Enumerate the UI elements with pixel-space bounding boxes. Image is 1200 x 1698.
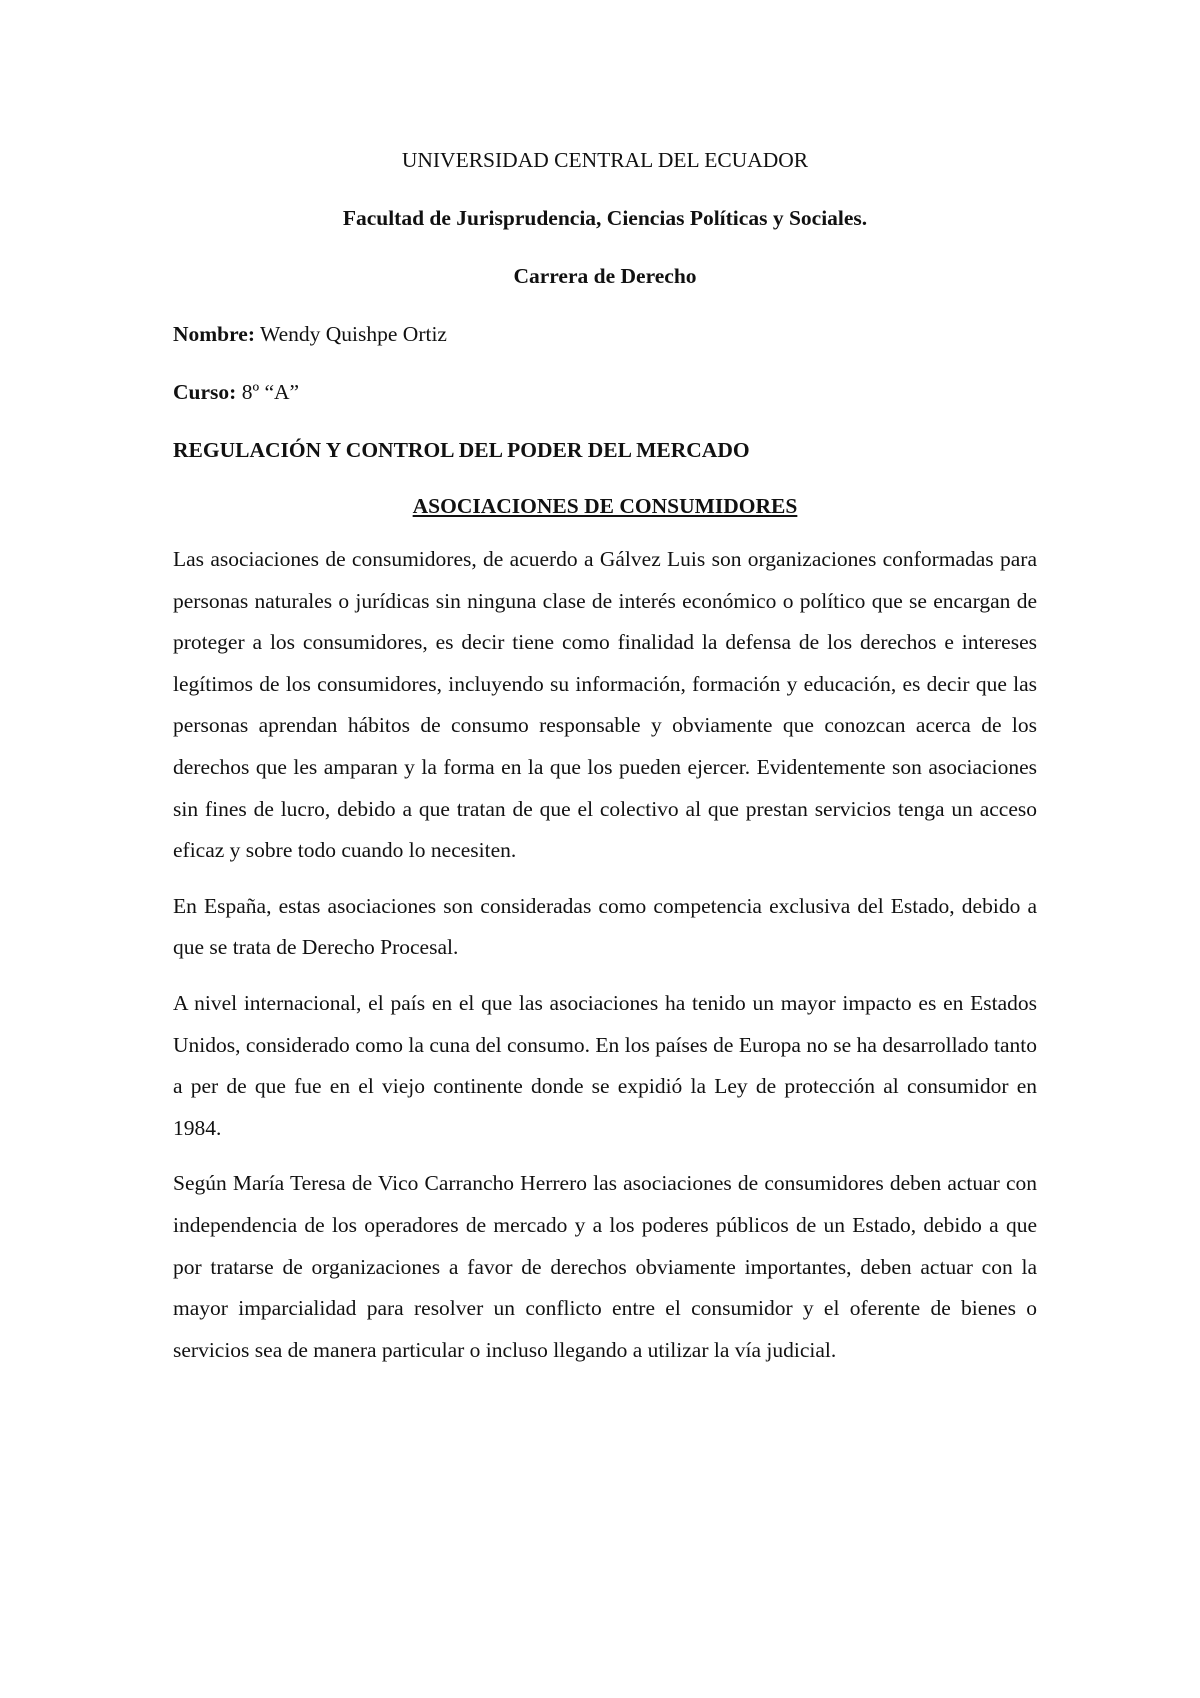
- student-name-label: Nombre:: [173, 322, 256, 346]
- body-paragraph: Las asociaciones de consumidores, de acuerdo a Gálvez Luis son organizaciones conformadas para personas naturales o jurídicas sin ninguna clase de interés económico o político que se encargan de proteger a los consumidores, es decir tiene como finalidad la defensa de los derechos e intereses legítimos de los consumidores, incluyendo su información, formación y educación, es decir que las personas aprendan hábitos de consumo responsable y obviamente que conozcan acerca de los derechos que les amparan y la forma en la que los pueden ejercer. Evidentemente son asociaciones sin fines de lucro, debido a que tratan de que el colectivo al que prestan servicios tenga un acceso eficaz y sobre todo cuando lo necesiten.: [173, 547, 1037, 863]
- student-course-line: [173, 372, 1037, 430]
- student-course-label: Curso:: [173, 380, 237, 404]
- section-title: REGULACIÓN Y CONTROL DEL PODER DEL MERCADO: [173, 438, 750, 462]
- faculty-title: Facultad de Jurisprudencia, Ciencias Políticas y Sociales.: [342, 206, 868, 230]
- student-course-value: 8º “A”: [241, 380, 300, 404]
- student-name-value: Wendy Quishpe Ortiz: [260, 322, 447, 346]
- body-paragraph: Según María Teresa de Vico Carrancho Herrero las asociaciones de consumidores deben actuar con independencia de los operadores de mercado y a los poderes públicos de un Estado, debido a que por tratarse de organizaciones a favor de derechos obviamente importantes, deben actuar con la mayor imparcialidad para resolver un conflicto entre el consumidor y el oferente de bienes o servicios sea de manera particular o incluso llegando a utilizar la vía judicial.: [173, 1171, 1037, 1362]
- career-title: Carrera de Derecho: [513, 264, 697, 288]
- university-title: UNIVERSIDAD CENTRAL DEL ECUADOR: [401, 148, 809, 172]
- section-subtitle: ASOCIACIONES DE CONSUMIDORES: [412, 494, 798, 518]
- body-paragraph: En España, estas asociaciones son consideradas como competencia exclusiva del Estado, debido a que se trata de Derecho Procesal.: [173, 893, 1037, 960]
- document-body: [173, 140, 1037, 1385]
- body-paragraph: A nivel internacional, el país en el que las asociaciones ha tenido un mayor impacto es en Estados Unidos, considerado como la cuna del consumo. En los países de Europa no se ha desarrollado tanto a per de que fue en el viejo continente donde se expidió la Ley de protección al consumidor en 1984.: [173, 990, 1037, 1140]
- student-name-line: [173, 314, 1037, 372]
